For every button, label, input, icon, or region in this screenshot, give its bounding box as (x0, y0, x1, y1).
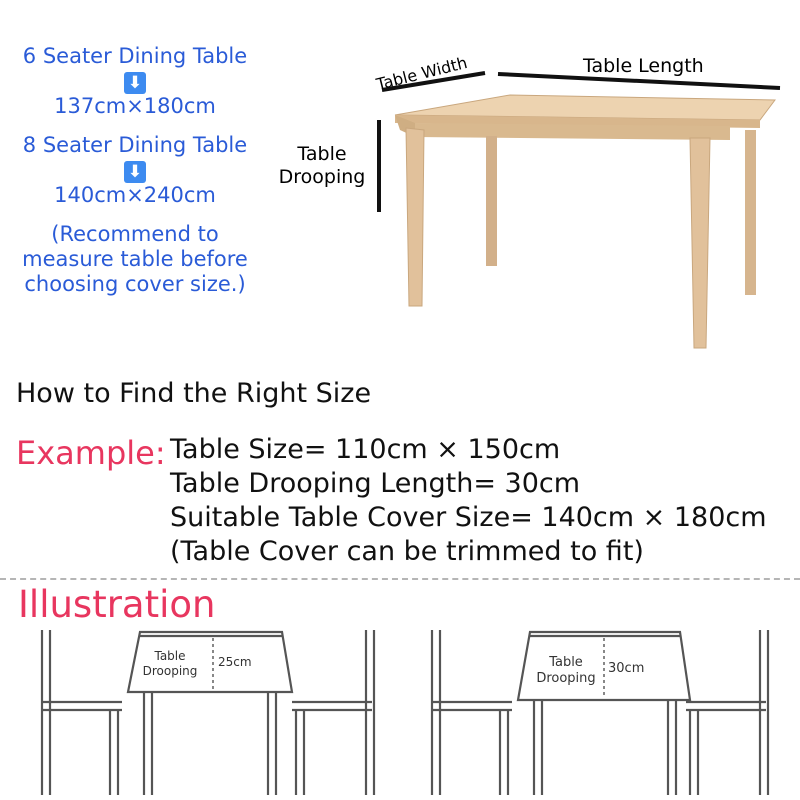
left-chair-left (42, 630, 122, 795)
recommend-note-line1: (Recommend to (51, 222, 219, 246)
eight-seater-title: 8 Seater Dining Table (22, 133, 248, 157)
right-drooping-value: 30cm (608, 661, 645, 676)
table-diagram (278, 40, 790, 360)
left-drooping-label-line2: Drooping (142, 664, 198, 678)
wooden-table-image (395, 95, 775, 348)
six-seater-title: 6 Seater Dining Table (22, 44, 248, 68)
right-table-with-cover (518, 632, 690, 795)
illustration-title: Illustration (18, 583, 216, 626)
left-chair-right (292, 630, 374, 795)
example-details (170, 433, 767, 569)
right-drooping-label-line2: Drooping (536, 671, 596, 686)
recommend-note-line2: measure table before (22, 247, 248, 271)
six-seater-size: 137cm×180cm (54, 94, 216, 118)
example-cover-size: Suitable Table Cover Size= 140cm × 180cm (170, 502, 767, 533)
example-trim-note: (Table Cover can be trimmed to fit) (170, 536, 644, 567)
left-drooping-value: 25cm (218, 655, 252, 669)
illustration-drawings (0, 620, 800, 800)
table-width-label: Table Width (374, 52, 470, 94)
down-arrow-icon: ⬇ (124, 161, 146, 183)
left-drooping-label-line1: Table (154, 649, 186, 663)
table-drooping-label-line1: Table (297, 143, 347, 165)
down-arrow-icon: ⬇ (124, 72, 146, 94)
right-drooping-label-line1: Table (549, 655, 583, 670)
howto-heading: How to Find the Right Size (16, 378, 372, 409)
recommend-note-line3: choosing cover size.) (24, 272, 246, 296)
left-table-with-cover (128, 632, 292, 795)
table-length-label: Table Length (583, 55, 704, 77)
right-chair-right (686, 630, 768, 795)
section-divider (0, 578, 800, 580)
right-chair-left (432, 630, 512, 795)
table-drooping-label-line2: Drooping (278, 166, 366, 188)
eight-seater-size: 140cm×240cm (54, 183, 216, 207)
example-drooping-length: Table Drooping Length= 30cm (170, 468, 581, 499)
example-label: Example: (16, 434, 166, 472)
size-info-panel (0, 44, 270, 297)
example-table-size: Table Size= 110cm × 150cm (170, 434, 561, 465)
